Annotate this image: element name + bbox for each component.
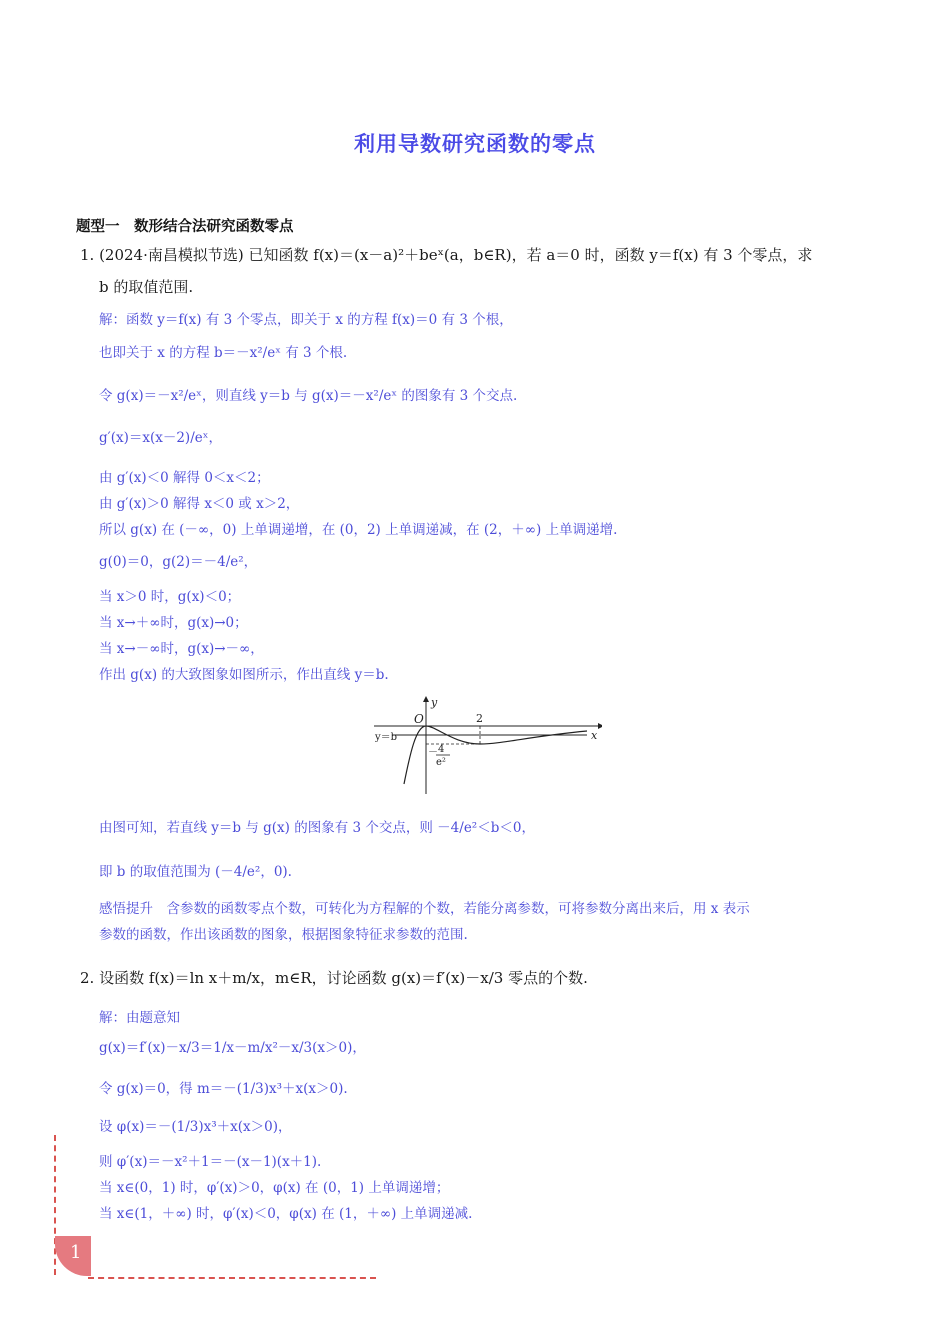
problem-1-statement-cont: b 的取值范围. xyxy=(99,278,194,296)
function-graph xyxy=(372,696,602,796)
solution-line: 由 g′(x)＞0 解得 x＜0 或 x＞2， xyxy=(99,496,300,512)
solution-line: 设 φ(x)＝－(1/3)x³＋x(x＞0)， xyxy=(99,1119,292,1135)
min-denominator: e² xyxy=(436,757,446,768)
solution-line: 则 φ′(x)＝－x²＋1＝－(x－1)(x＋1). xyxy=(99,1154,322,1170)
solution-line: 当 x→－∞时，g(x)→－∞， xyxy=(99,641,264,657)
x-axis-label: x xyxy=(591,729,598,742)
solution-line: 也即关于 x 的方程 b＝－x²/eˣ 有 3 个根. xyxy=(99,345,348,361)
section-heading: 题型一 数形结合法研究函数零点 xyxy=(76,219,294,235)
y-axis-label: y xyxy=(431,696,438,709)
min-sign: － xyxy=(428,747,438,758)
solution-line: 解：函数 y＝f(x) 有 3 个零点，即关于 x 的方程 f(x)＝0 有 3 个根， xyxy=(99,312,513,328)
min-numerator: 4 xyxy=(438,744,445,755)
tick-label-2: 2 xyxy=(476,712,483,725)
problem-1-statement: 1. (2024·南昌模拟节选) 已知函数 f(x)＝(x－a)²＋beˣ(a，b∈R)，若 a＝0 时，函数 y＝f(x) 有 3 个零点，求 xyxy=(80,246,813,264)
insight-line: 感悟提升 含参数的函数零点个数，可转化为方程解的个数，若能分离参数，可将参数分离出来后，用 x 表示 xyxy=(99,901,750,917)
y-axis-arrow xyxy=(423,696,429,702)
solution-line: g′(x)＝x(x－2)/eˣ， xyxy=(99,430,222,446)
solution-line: 令 g(x)＝－x²/eˣ，则直线 y＝b 与 g(x)＝－x²/eˣ 的图象有 3 个交点. xyxy=(99,388,518,404)
page-border-horizontal xyxy=(88,1277,376,1279)
solution-line: 当 x→＋∞时，g(x)→0； xyxy=(99,615,248,631)
line-label: y＝b xyxy=(375,732,398,743)
solution-line: 作出 g(x) 的大致图象如图所示，作出直线 y＝b. xyxy=(99,667,389,683)
solution-line: 当 x∈(1，＋∞) 时，φ′(x)＜0，φ(x) 在 (1，＋∞) 上单调递减. xyxy=(99,1206,473,1222)
solution-line: 所以 g(x) 在 (－∞，0) 上单调递增，在 (0，2) 上单调递减，在 (2，＋∞) 上单调递增. xyxy=(99,522,618,538)
solution-line: 由 g′(x)＜0 解得 0＜x＜2； xyxy=(99,470,270,486)
solution-line: g(0)＝0，g(2)＝－4/e²， xyxy=(99,554,258,570)
solution-line: g(x)＝f′(x)－x/3＝1/x－m/x²－x/3(x＞0)， xyxy=(99,1040,366,1056)
solution-line: 令 g(x)＝0，得 m＝－(1/3)x³＋x(x＞0). xyxy=(99,1081,348,1097)
x-axis-arrow xyxy=(598,723,602,729)
solution-line: 当 x＞0 时，g(x)＜0； xyxy=(99,589,241,605)
problem-2-statement: 2. 设函数 f(x)＝ln x＋m/x，m∈R，讨论函数 g(x)＝f′(x)－x/3 零点的个数. xyxy=(80,969,588,987)
page-title: 利用导数研究函数的零点 xyxy=(354,132,596,156)
page-number: 1 xyxy=(70,1242,82,1263)
insight-line: 参数的函数，作出该函数的图象，根据图象特征求参数的范围. xyxy=(99,927,468,943)
solution-line: 当 x∈(0，1) 时，φ′(x)＞0，φ(x) 在 (0，1) 上单调递增； xyxy=(99,1180,450,1196)
solution-line: 即 b 的取值范围为 (－4/e²，0). xyxy=(99,864,292,880)
origin-label: O xyxy=(414,712,424,726)
solution-line: 解：由题意知 xyxy=(99,1010,180,1026)
solution-line: 由图可知，若直线 y＝b 与 g(x) 的图象有 3 个交点，则 －4/e²＜b＜0， xyxy=(99,820,535,836)
